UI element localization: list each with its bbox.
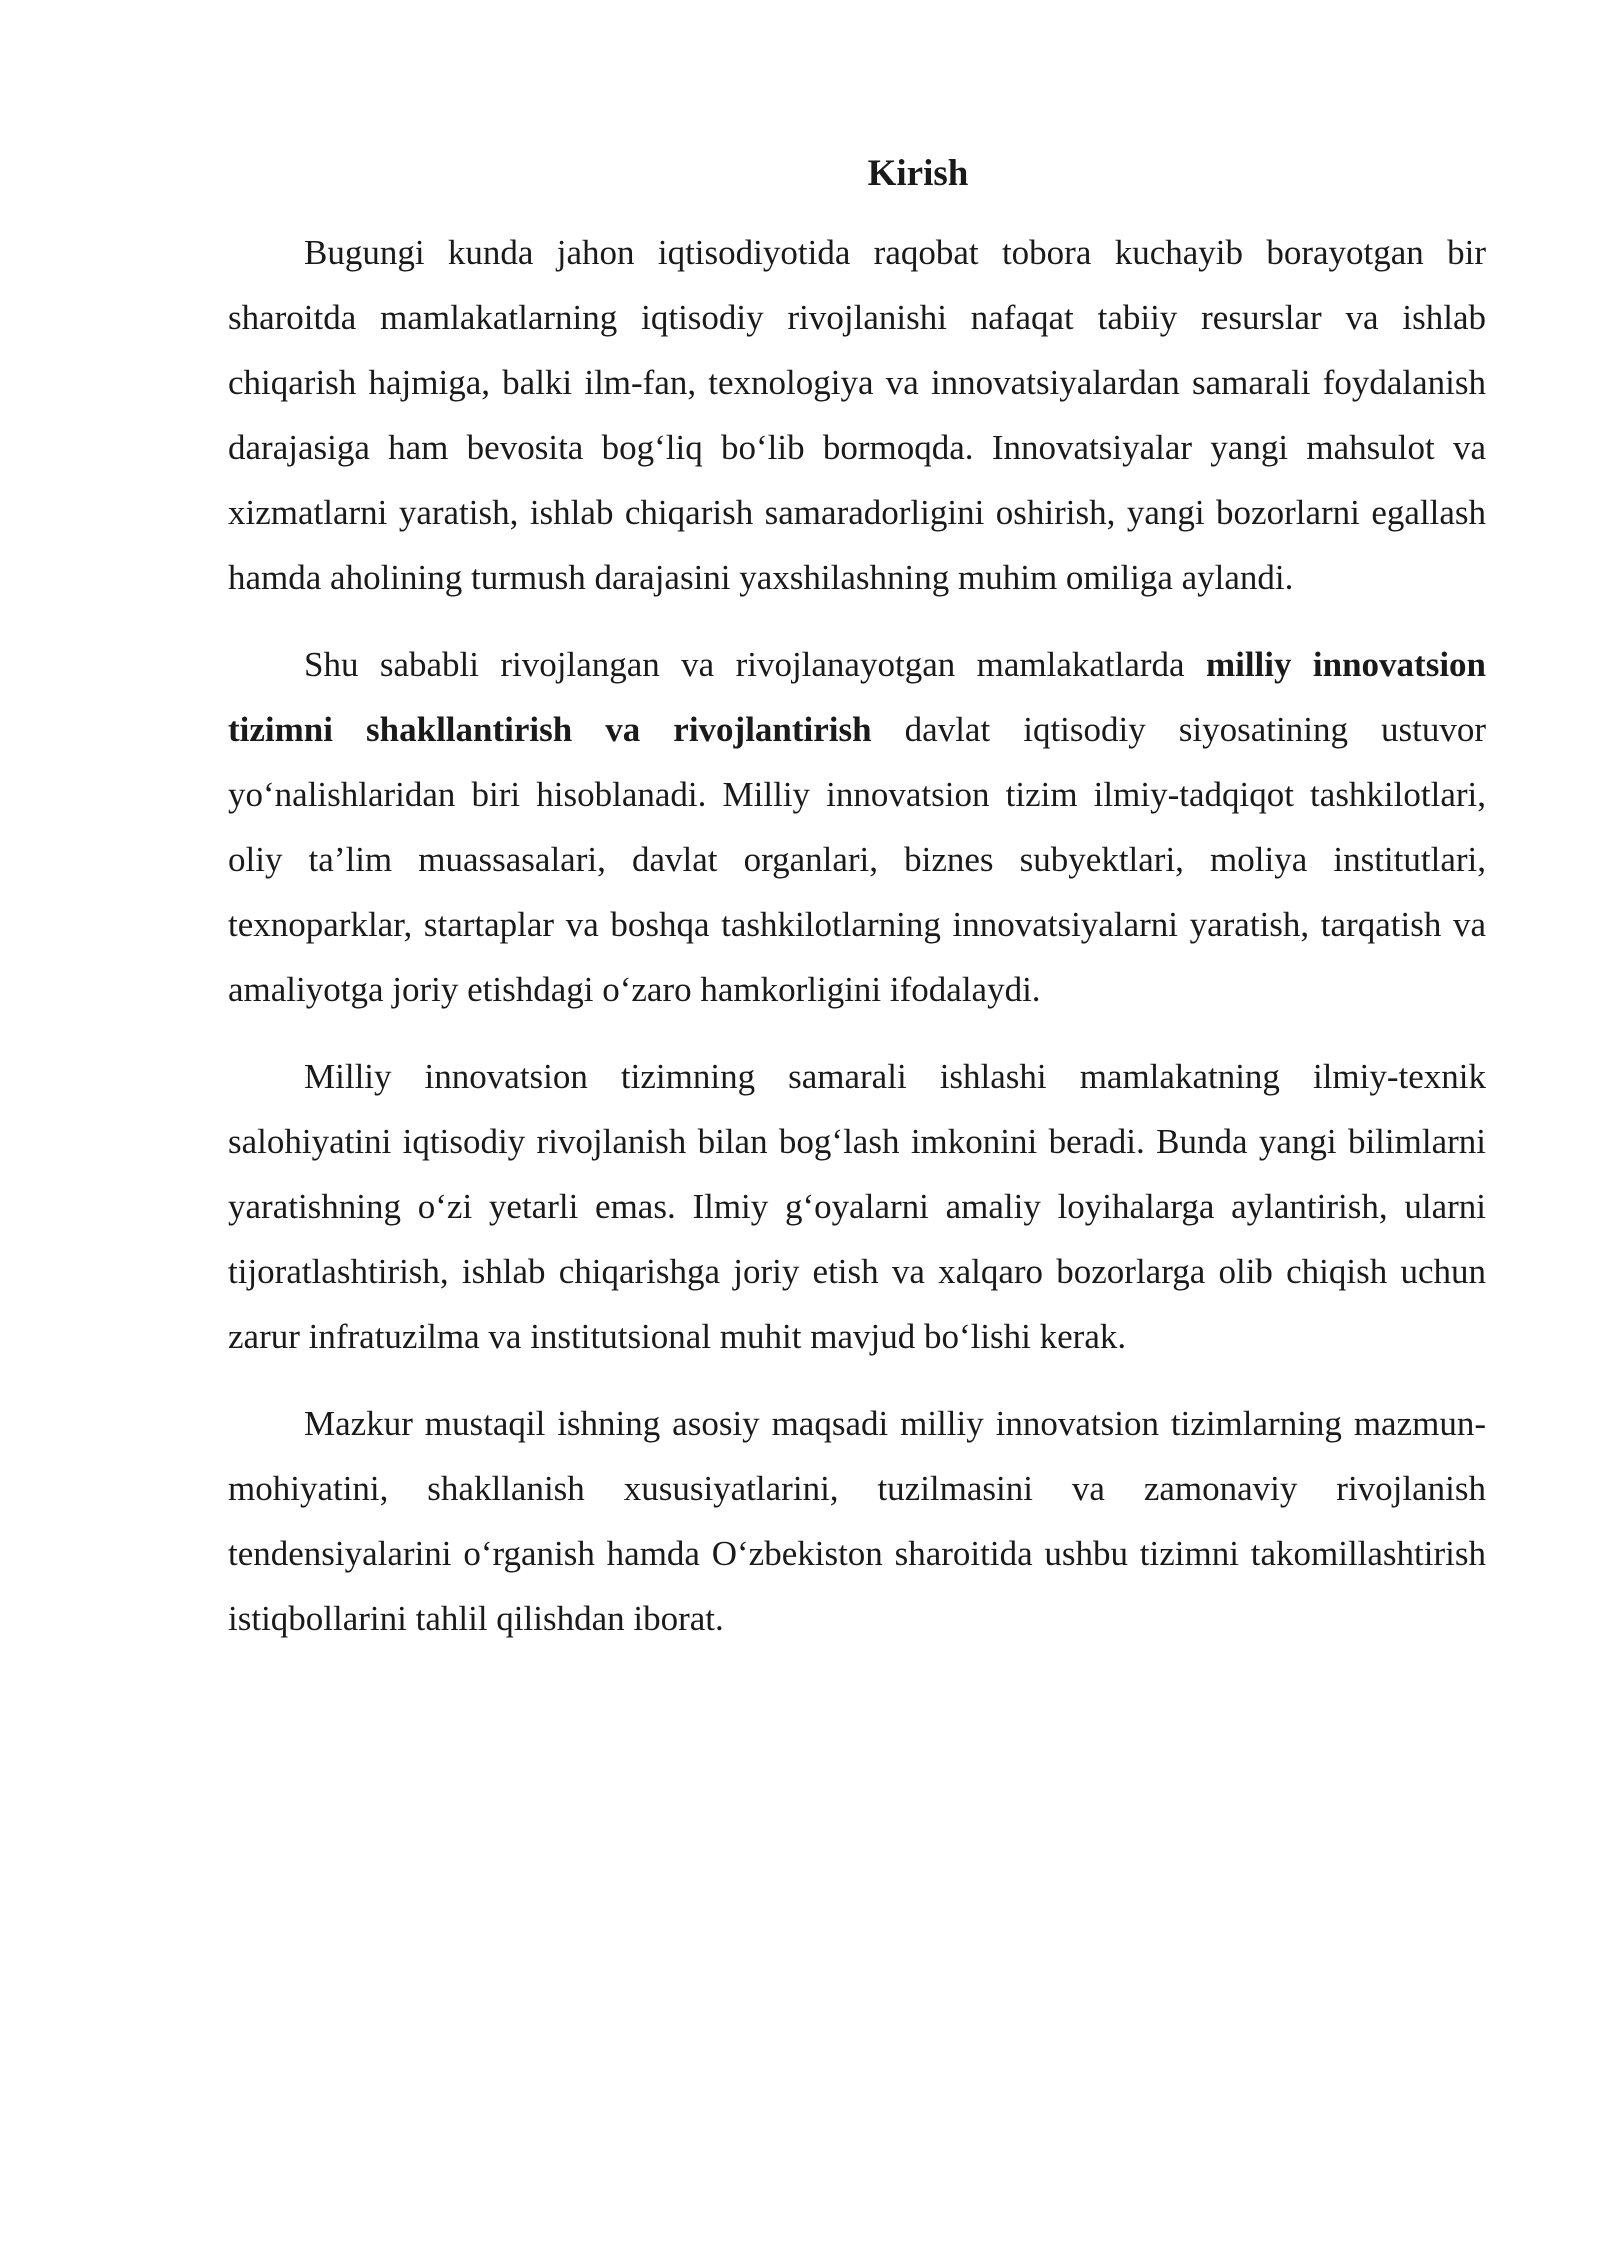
page-title: Kirish: [867, 153, 969, 194]
paragraph-1: Bugungi kunda jahon iqtisodiyotida raqobat tobora kuchayib borayotgan bir sharoitda mamlakatlarning iqtisodiy rivojlanishi nafaqat tabiiy resurslar va ishlab chiqarish hajmiga, balki ilm-fan, texnologiya va innovatsiyalardan samarali foydalanish darajasiga ham bevosita bog‘liq bo‘lib bormoqda. Innovatsiyalar yangi mahsulot va xizmatlarni yaratish, ishlab chiqarish samaradorligini oshirish, yangi bozorlarni egallash hamda aholining turmush darajasini yaxshilashning muhim omiliga aylandi.: [228, 233, 1486, 597]
document-body: [228, 148, 1486, 1673]
paragraph-2-rest: davlat iqtisodiy siyosatining ustuvor yo‘nalishlaridan biri hisoblanadi. Milliy innovatsion tizim ilmiy-tadqiqot tashkilotlari, oliy ta’lim muassasalari, davlat organlari, biznes subyektlari, moliya institutlari, texnoparklar, startaplar va boshqa tashkilotlarning innovatsiyalarni yaratish, tarqatish va amaliyotga joriy etishdagi o‘zaro hamkorligini ifodalaydi.: [228, 710, 1486, 1009]
paragraph-2-intro: Shu sababli rivojlangan va rivojlanayotgan mamlakatlarda: [304, 645, 1206, 684]
paragraph-4: Mazkur mustaqil ishning asosiy maqsadi milliy innovatsion tizimlarning mazmun-mohiyatini, shakllanish xususiyatlarini, tuzilmasini va zamonaviy rivojlanish tendensiyalarini o‘rganish hamda O‘zbekiston sharoitida ushbu tizimni takomillashtirish istiqbollarini tahlil qilishdan iborat.: [228, 1404, 1486, 1638]
paragraph-2: [228, 632, 1486, 1022]
paragraph-2-bold-term: milliy innovatsion tizimni shakllantirish va rivojlantirish: [228, 645, 1487, 749]
paragraph-3: Milliy innovatsion tizimning samarali ishlashi mamlakatning ilmiy-texnik salohiyatini iqtisodiy rivojlanish bilan bog‘lash imkonini beradi. Bunda yangi bilimlarni yaratishning o‘zi yetarli emas. Ilmiy g‘oyalarni amaliy loyihalarga aylantirish, ularni tijoratlashtirish, ishlab chiqarishga joriy etish va xalqaro bozorlarga olib chiqish uchun zarur infratuzilma va institutsional muhit mavjud bo‘lishi kerak.: [228, 1057, 1486, 1356]
